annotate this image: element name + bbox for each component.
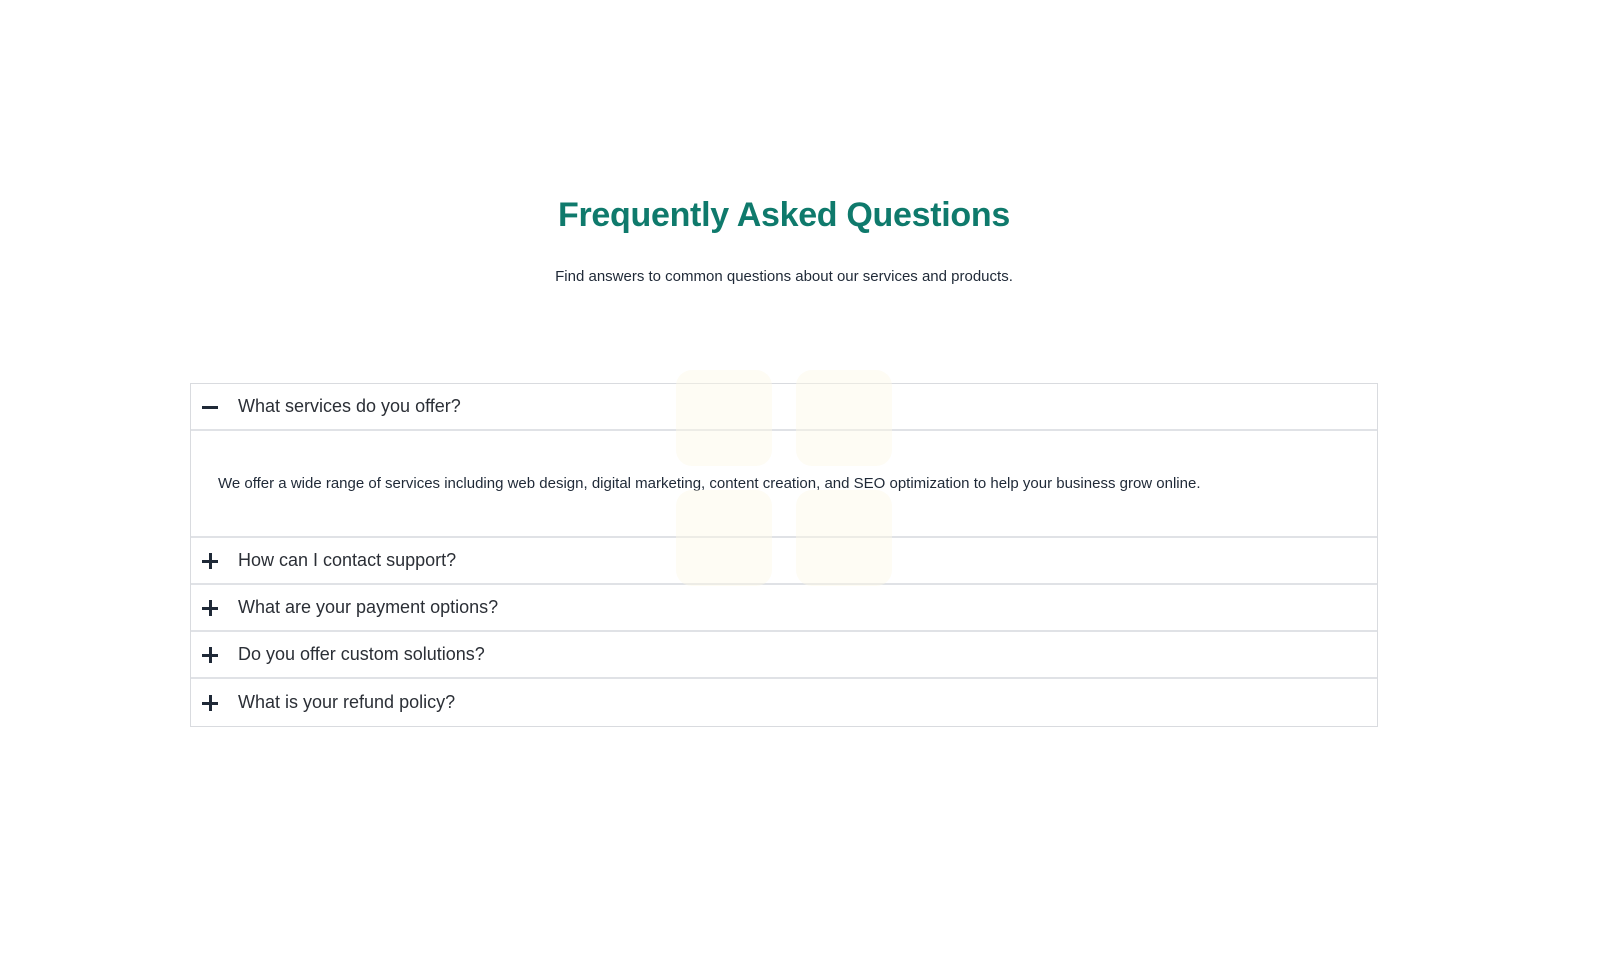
faq-question-services[interactable] — [191, 384, 1377, 431]
faq-question-payment[interactable] — [191, 585, 1377, 632]
question-label: What is your refund policy? — [238, 692, 456, 712]
faq-question-refund[interactable] — [191, 679, 1377, 726]
page-subtitle: Find answers to common questions about our services and products. — [555, 268, 1013, 285]
minus-icon — [202, 399, 218, 415]
faq-question-custom[interactable] — [191, 632, 1377, 679]
page-title: Frequently Asked Questions — [558, 196, 1010, 234]
faq-accordion — [190, 383, 1378, 727]
faq-answer-services: We offer a wide range of services including web design, digital marketing, content creation, and SEO optimization to help your business grow online. — [191, 431, 1377, 538]
plus-icon — [202, 553, 218, 569]
question-label: What services do you offer? — [238, 396, 461, 416]
question-label: Do you offer custom solutions? — [238, 644, 485, 664]
question-label: How can I contact support? — [238, 550, 457, 570]
faq-question-support[interactable] — [191, 538, 1377, 585]
plus-icon — [202, 647, 218, 663]
question-label: What are your payment options? — [238, 597, 499, 617]
plus-icon — [202, 600, 218, 616]
plus-icon — [202, 695, 218, 711]
